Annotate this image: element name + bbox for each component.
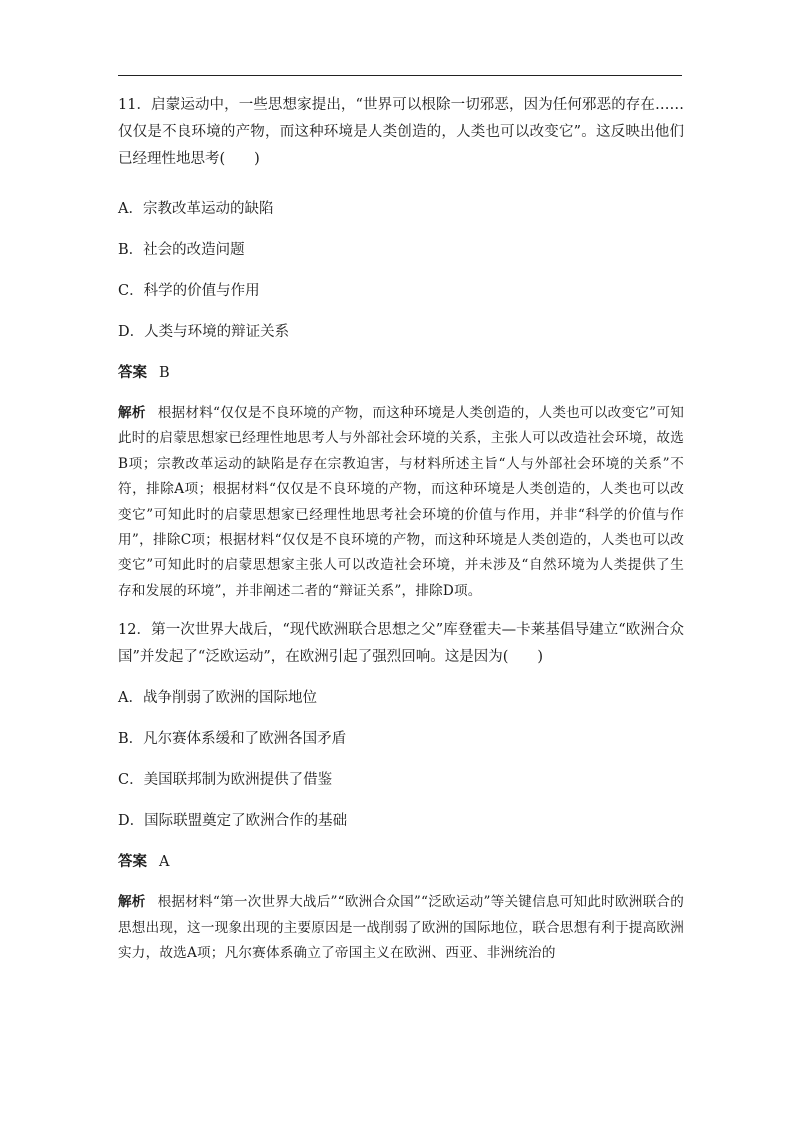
- analysis-text: 根据材料“第一次世界大战后”“欧洲合众国”“泛欧运动”等关键信息可知此时欧洲联合的思想出现，这一现象出现的主要原因是一战削弱了欧洲的国际地位，联合思想有利于提高欧洲实力，故选A项；凡尔赛体系确立了帝国主义在欧洲、西亚、非洲统治的: [118, 894, 684, 962]
- analysis-label: 解析: [118, 894, 146, 911]
- question-12-option-d: D．国际联盟奠定了欧洲合作的基础: [118, 813, 348, 830]
- answer-value: B: [159, 365, 170, 381]
- header-rule: [118, 75, 682, 76]
- question-11-answer: [118, 363, 684, 383]
- answer-label: 答案: [118, 364, 147, 381]
- question-11-stem: 11．启蒙运动中，一些思想家提出，“世界可以根除一切邪恶，因为任何邪恶的存在……仅仅是不良环境的产物，而这种环境是人类创造的，人类也可以改变它”。这反映出他们已经理性地思考( ): [118, 97, 684, 167]
- question-12-analysis: [118, 890, 684, 966]
- question-11-option-a: A．宗教改革运动的缺陷: [118, 201, 274, 217]
- question-11-option-b: B．社会的改造问题: [118, 242, 245, 258]
- question-12-stem: 12．第一次世界大战后，“现代欧洲联合思想之父”库登霍夫—卡莱基倡导建立“欧洲合众国”并发起了“泛欧运动”，在欧洲引起了强烈回响。这是因为( ): [118, 622, 684, 666]
- question-11-option-d: D．人类与环境的辩证关系: [118, 324, 290, 340]
- question-12-answer: [118, 852, 684, 872]
- answer-label: 答案: [118, 853, 147, 871]
- question-11-analysis: [118, 401, 684, 604]
- question-12-option-a: A．战争削弱了欧洲的国际地位: [118, 690, 317, 707]
- document-body: [118, 92, 684, 966]
- question-12-option-c: C．美国联邦制为欧洲提供了借鉴: [118, 772, 333, 789]
- question-11-option-c: C．科学的价值与作用: [118, 283, 260, 299]
- answer-value: A: [159, 854, 170, 871]
- question-12-option-b: B．凡尔赛体系缓和了欧洲各国矛盾: [118, 731, 347, 748]
- analysis-text: 根据材料“仅仅是不良环境的产物，而这种环境是人类创造的，人类也可以改变它”可知此时的启蒙思想家已经理性地思考人与外部社会环境的关系，主张人可以改造社会环境，故选B项；宗教改革运动的缺陷是存在宗教迫害，与材料所述主旨“人与外部社会环境的关系”不符，排除A项；根据材料“仅仅是不良环境的产物，而这种环境是人类创造的，人类也可以改变它”可知此时的启蒙思想家已经理性地思考社会环境的价值与作用，并非“科学的价值与作用”，排除C项；根据材料“仅仅是不良环境的产物，而这种环境是人类创造的，人类也可以改变它”可知此时的启蒙思想家主张人可以改造社会环境，并未涉及“自然环境为人类提供了生存和发展的环境”，并非阐述二者的“辩证关系”，排除D项。: [118, 405, 685, 599]
- analysis-label: 解析: [118, 405, 146, 421]
